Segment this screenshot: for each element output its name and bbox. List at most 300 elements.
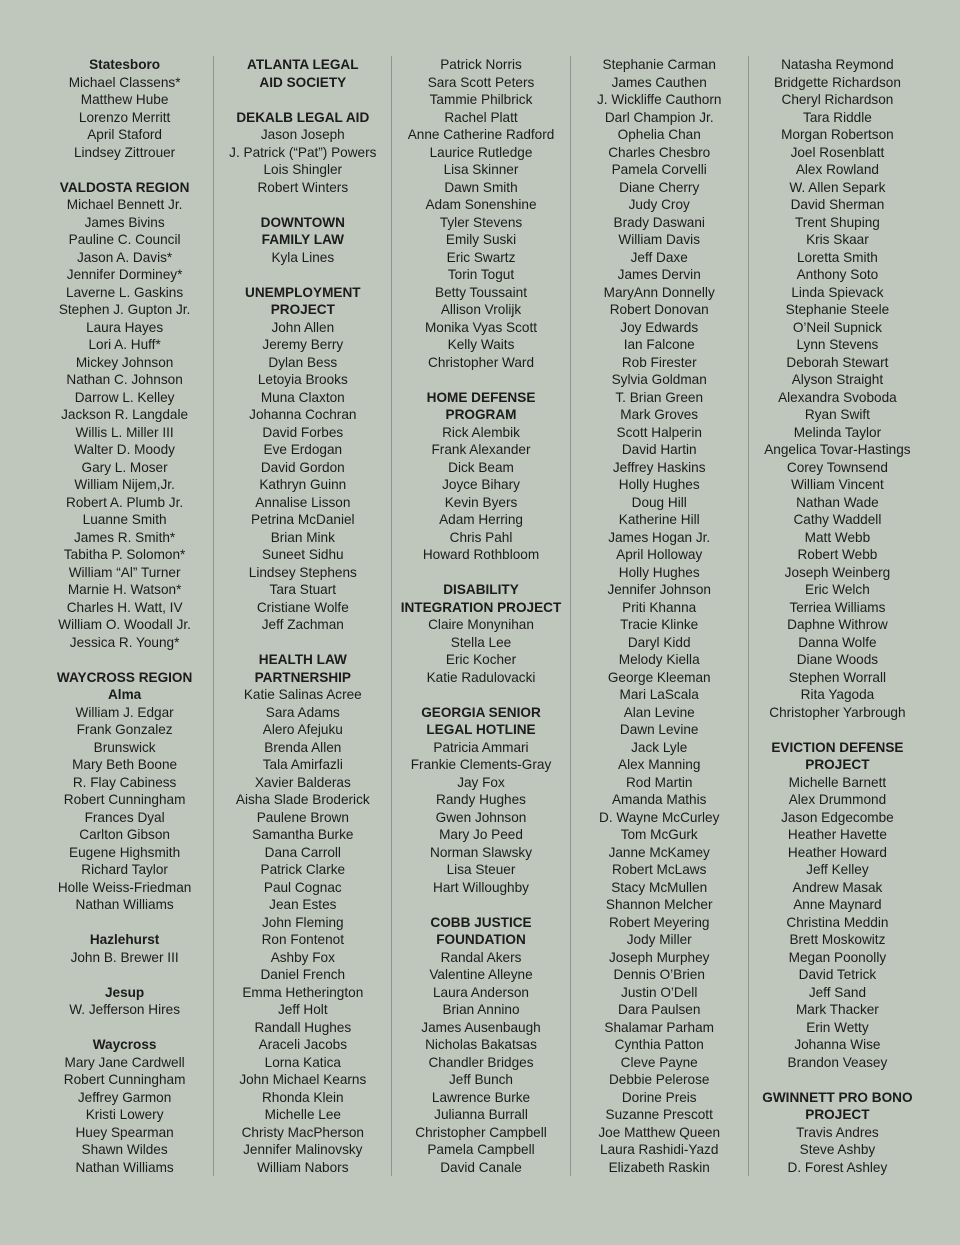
volunteer-name: Pamela Campbell (427, 1142, 535, 1157)
volunteer-name: Annalise Lisson (255, 494, 351, 510)
volunteer-name: Daryl Kidd (627, 634, 691, 650)
volunteer-name: Eve Erdogan (263, 442, 343, 457)
volunteer-name: Steve Ashby (799, 1142, 876, 1157)
volunteer-name: Kristi Lowery (85, 1107, 164, 1122)
section-spacer (214, 266, 391, 284)
volunteer-name: Brian Mink (270, 529, 335, 545)
volunteer-name: Laura Anderson (433, 984, 529, 1000)
volunteer-name: Corey Townsend (786, 459, 888, 475)
volunteer-name: Doug Hill (631, 494, 687, 510)
volunteer-name: Michelle Barnett (788, 774, 887, 790)
volunteer-name: Heather Havette (787, 827, 887, 842)
roster-column-5 (748, 56, 926, 1176)
volunteer-name: Dick Beam (448, 459, 514, 475)
volunteer-name: W. Jefferson Hires (69, 1002, 180, 1017)
section-spacer (36, 161, 213, 179)
volunteer-name: Lois Shingler (263, 162, 343, 177)
volunteer-name: Cleve Payne (620, 1054, 698, 1070)
section-heading: DEKALB LEGAL AID (236, 109, 370, 125)
section-heading: Waycross (92, 1037, 157, 1052)
volunteer-name: Eric Welch (805, 582, 870, 597)
volunteer-name: Holly Hughes (618, 564, 700, 580)
volunteer-name: William Davis (618, 232, 700, 247)
volunteer-name: MaryAnn Donnelly (603, 284, 715, 300)
volunteer-name: Shalamar Parham (604, 1019, 714, 1035)
volunteer-name: James Cauthen (611, 74, 707, 90)
section-spacer (392, 896, 569, 914)
volunteer-name: Dawn Levine (619, 722, 699, 737)
volunteer-name: April Holloway (616, 547, 703, 562)
section-heading: WAYCROSS REGION (56, 669, 193, 685)
volunteer-name: Joel Rosenblatt (790, 144, 885, 160)
section-spacer (214, 634, 391, 652)
roster-column-2 (213, 56, 391, 1176)
volunteer-name: Janne McKamey (608, 844, 710, 860)
volunteer-name: William O. Woodall Jr. (58, 617, 191, 632)
section-heading: PROJECT (270, 302, 335, 317)
volunteer-name: Diane Cherry (619, 179, 700, 195)
volunteer-name: Natasha Reymond (781, 57, 894, 72)
volunteer-name: Dennis O’Brien (613, 967, 705, 982)
volunteer-name: Dara Paulsen (618, 1002, 701, 1017)
volunteer-name: James Bivins (84, 214, 165, 230)
volunteer-name: Chris Pahl (449, 529, 513, 545)
volunteer-name: Jason A. Davis* (77, 249, 173, 265)
volunteer-name: Ophelia Chan (617, 127, 701, 142)
volunteer-name: David Hartin (621, 442, 697, 457)
volunteer-name: Willis L. Miller III (75, 424, 174, 440)
volunteer-name: Nathan Williams (75, 1159, 174, 1175)
volunteer-name: D. Forest Ashley (787, 1159, 888, 1175)
volunteer-name: Rachel Platt (444, 109, 518, 125)
volunteer-name: Dawn Smith (444, 179, 518, 195)
volunteer-name: Adam Herring (439, 512, 523, 527)
volunteer-name: Claire Monynihan (428, 617, 534, 632)
section-heading: UNEMPLOYMENT (245, 284, 361, 300)
volunteer-name: Angelica Tovar-Hastings (764, 442, 911, 457)
volunteer-name: Mary Jo Peed (439, 827, 523, 842)
volunteer-name: Julianna Burrall (434, 1107, 528, 1122)
volunteer-name: Randall Hughes (254, 1019, 352, 1035)
volunteer-name: Joy Edwards (620, 319, 699, 335)
volunteer-name: Stephen Worrall (788, 669, 887, 685)
volunteer-name: W. Allen Separk (789, 179, 886, 195)
volunteer-name: John Fleming (262, 914, 344, 930)
volunteer-name: Paul Cognac (263, 879, 342, 895)
section-spacer (392, 371, 569, 389)
volunteer-name: Nathan C. Johnson (66, 372, 183, 387)
volunteer-name: Torin Togut (447, 267, 515, 282)
volunteer-name: Aisha Slade Broderick (235, 792, 370, 807)
volunteer-name: Muna Claxton (260, 389, 345, 405)
volunteer-name: John Michael Kearns (239, 1072, 367, 1087)
volunteer-name: Katie Radulovacki (426, 669, 536, 685)
volunteer-name: Robert Webb (797, 547, 878, 562)
volunteer-name: Stephanie Carman (602, 57, 716, 72)
roster-column-4 (570, 56, 748, 1176)
volunteer-name: Bridgette Richardson (773, 74, 901, 90)
volunteer-name: Suneet Sidhu (261, 547, 344, 562)
volunteer-name: Rob Firester (621, 354, 697, 370)
volunteer-name: Robert Donovan (609, 302, 709, 317)
volunteer-name: Robert Cunningham (63, 1072, 186, 1087)
volunteer-name: Suzanne Prescott (605, 1107, 713, 1122)
volunteer-name: David Forbes (262, 424, 344, 440)
volunteer-name: Brett Moskowitz (789, 932, 886, 947)
volunteer-name: Pamela Corvelli (611, 162, 707, 177)
volunteer-name: Robert A. Plumb Jr. (66, 494, 184, 510)
section-heading: Alma (107, 687, 142, 702)
section-spacer (749, 721, 926, 739)
volunteer-name: William “Al” Turner (68, 564, 181, 580)
volunteer-name: James Dervin (617, 267, 701, 282)
volunteer-name: James R. Smith* (73, 529, 176, 545)
volunteer-name: Megan Poonolly (788, 949, 887, 965)
volunteer-name: Ian Falcone (623, 337, 695, 352)
volunteer-name: Jeff Zachman (261, 617, 344, 632)
volunteer-name: Paulene Brown (256, 809, 349, 825)
volunteer-name: Jennifer Johnson (607, 582, 711, 597)
volunteer-name: Charles H. Watt, IV (66, 599, 183, 615)
volunteer-name: Joyce Bihary (442, 477, 520, 492)
volunteer-name: Rod Martin (625, 774, 693, 790)
volunteer-name: Randy Hughes (436, 792, 526, 807)
volunteer-name: Pauline C. Council (68, 232, 181, 247)
volunteer-name: Letoyia Brooks (257, 372, 348, 387)
volunteer-name: Deborah Stewart (786, 354, 889, 370)
volunteer-name: William Vincent (791, 477, 884, 492)
volunteer-name: Christopher Yarbrough (769, 704, 906, 720)
volunteer-name: Tom McGurk (620, 827, 698, 842)
section-heading: DOWNTOWN (260, 214, 345, 230)
volunteer-name: James Hogan Jr. (608, 529, 711, 545)
volunteer-name: Laura Hayes (86, 319, 164, 335)
section-heading: Statesboro (89, 57, 161, 72)
volunteer-name: Andrew Masak (792, 879, 883, 895)
volunteer-name: Melody Kiella (618, 652, 700, 667)
section-heading: AID SOCIETY (259, 74, 347, 90)
volunteer-name: Alex Rowland (795, 162, 879, 177)
volunteer-name: John Allen (271, 319, 335, 335)
volunteer-name: Nathan Williams (75, 897, 174, 912)
volunteer-name: Walter D. Moody (74, 442, 175, 457)
volunteer-name: Betty Toussaint (435, 284, 527, 300)
volunteer-name: Norman Slawsky (430, 844, 532, 860)
volunteer-name: Araceli Jacobs (258, 1037, 347, 1052)
section-spacer (214, 196, 391, 214)
volunteer-name: Katherine Hill (618, 512, 700, 527)
volunteer-name: Frank Gonzalez (76, 722, 173, 737)
volunteer-name: Rita Yagoda (800, 687, 875, 702)
volunteer-name: Cynthia Patton (614, 1037, 704, 1052)
volunteer-name: Frankie Clements-Gray (410, 757, 552, 772)
volunteer-name: Shawn Wildes (81, 1142, 168, 1157)
volunteer-name: R. Flay Cabiness (72, 774, 177, 790)
volunteer-name: Katie Salinas Acree (243, 687, 362, 702)
volunteer-name: Nicholas Bakatsas (425, 1037, 537, 1052)
volunteer-name: J. Wickliffe Cauthorn (597, 92, 722, 107)
volunteer-name: Jeff Holt (277, 1002, 328, 1017)
section-spacer (36, 914, 213, 932)
section-heading: PROJECT (805, 1107, 870, 1122)
volunteer-name: Eugene Highsmith (69, 844, 181, 860)
section-heading: Jesup (104, 984, 145, 1000)
section-heading: PROJECT (805, 757, 870, 772)
volunteer-name: Ron Fontenot (261, 932, 344, 947)
volunteer-name: Laurice Rutledge (429, 144, 533, 160)
volunteer-name: Erin Wetty (806, 1019, 869, 1035)
volunteer-name: Brandon Veasey (787, 1054, 888, 1070)
volunteer-name: Jeffrey Haskins (612, 459, 706, 475)
volunteer-name: Tabitha P. Solomon* (63, 547, 186, 562)
volunteer-name: Kevin Byers (444, 494, 518, 510)
section-heading: GWINNETT PRO BONO (762, 1089, 913, 1105)
section-heading: ATLANTA LEGAL (247, 57, 359, 72)
volunteer-name: Kelly Waits (447, 337, 515, 352)
volunteer-name: Jeff Bunch (449, 1072, 513, 1087)
volunteer-name: O’Neil Supnick (792, 319, 882, 335)
volunteer-name: James Ausenbaugh (421, 1019, 541, 1035)
volunteer-name: Emma Hetherington (242, 984, 364, 1000)
volunteer-name: Sara Adams (265, 704, 340, 720)
volunteer-name: Jason Edgecombe (781, 809, 894, 825)
volunteer-name: Shannon Melcher (605, 897, 713, 912)
volunteer-name: Mark Groves (620, 407, 699, 422)
roster-column-3 (391, 56, 569, 1176)
volunteer-name: Michelle Lee (264, 1107, 341, 1122)
volunteer-name: Jeffrey Garmon (77, 1089, 172, 1105)
volunteer-name: Darrow L. Kelley (74, 389, 175, 405)
volunteer-name: David Gordon (260, 459, 345, 475)
section-heading: LEGAL HOTLINE (426, 722, 536, 737)
volunteer-name: Dylan Bess (268, 354, 338, 370)
section-heading: PROGRAM (445, 407, 517, 422)
volunteer-name: Huey Spearman (75, 1124, 174, 1140)
volunteer-name: Daphne Withrow (787, 617, 888, 632)
volunteer-name: Robert Meyering (608, 914, 710, 930)
volunteer-name: Dana Carroll (264, 844, 341, 860)
volunteer-name: Mark Thacker (795, 1002, 879, 1017)
volunteer-name: Jessica R. Young* (69, 634, 180, 650)
volunteer-name: Morgan Robertson (781, 127, 894, 142)
volunteer-name: Ryan Swift (804, 407, 870, 422)
volunteer-name: Patrick Clarke (260, 862, 346, 877)
volunteer-name: Marnie H. Watson* (67, 582, 182, 597)
volunteer-name: David Tetrick (798, 967, 877, 982)
volunteer-name: Anne Maynard (793, 897, 882, 912)
section-heading: HEALTH LAW (258, 652, 347, 667)
volunteer-name: Mari LaScala (619, 687, 699, 702)
volunteer-name: Gwen Johnson (435, 809, 527, 825)
volunteer-name: Patrick Norris (440, 57, 522, 72)
volunteer-name: Nathan Wade (796, 494, 879, 510)
volunteer-name: Frank Alexander (431, 442, 531, 457)
volunteer-name: Jason Joseph (260, 127, 345, 142)
volunteer-name: Tara Riddle (803, 109, 872, 125)
volunteer-name: Terriea Williams (789, 599, 886, 615)
volunteer-name: Randal Akers (440, 949, 522, 965)
volunteer-name: Travis Andres (796, 1124, 879, 1140)
volunteer-name: Johanna Cochran (249, 407, 357, 422)
volunteer-name: Jeremy Berry (262, 337, 344, 352)
volunteer-name: Linda Spievack (791, 284, 884, 300)
volunteer-name: Ashby Fox (270, 949, 335, 965)
volunteer-name: Christina Meddin (786, 914, 889, 930)
section-heading: PARTNERSHIP (254, 669, 352, 685)
volunteer-name: Joseph Weinberg (784, 564, 891, 580)
volunteer-name: Jeff Kelley (806, 862, 869, 877)
volunteer-name: Tala Amirfazli (262, 757, 343, 772)
volunteer-name: Rick Alembik (442, 424, 520, 440)
volunteer-name: Amanda Mathis (611, 792, 707, 807)
volunteer-name: Eric Swartz (446, 249, 516, 265)
volunteer-name: Justin O’Dell (621, 984, 698, 1000)
volunteer-name: Michael Bennett Jr. (66, 197, 183, 212)
volunteer-name: Judy Croy (628, 197, 690, 212)
volunteer-name: Alero Afejuku (262, 722, 343, 737)
volunteer-name: Charles Chesbro (608, 144, 711, 160)
volunteer-name: Matt Webb (804, 529, 871, 545)
section-heading: EVICTION DEFENSE (771, 739, 904, 755)
volunteer-name: Patricia Ammari (433, 739, 529, 755)
volunteer-name: Tara Stuart (269, 582, 337, 597)
volunteer-name: Jody Miller (626, 932, 692, 947)
volunteer-name: Robert Cunningham (63, 792, 186, 807)
volunteer-name: Jean Estes (269, 897, 337, 912)
volunteer-name: Gary L. Moser (81, 459, 168, 475)
volunteer-name: Jackson R. Langdale (61, 407, 189, 422)
volunteer-name: Alan Levine (623, 704, 695, 720)
volunteer-name: Holly Hughes (618, 477, 700, 492)
section-spacer (36, 651, 213, 669)
volunteer-name: Jeff Daxe (630, 249, 688, 265)
roster-columns (0, 56, 960, 1176)
volunteer-name: Adam Sonenshine (425, 197, 537, 212)
section-heading: DISABILITY (443, 582, 519, 597)
volunteer-name: Monika Vyas Scott (424, 319, 538, 335)
volunteer-name: Sylvia Goldman (611, 372, 707, 387)
volunteer-name: Daniel French (260, 967, 346, 982)
volunteer-name: Mickey Johnson (75, 354, 174, 370)
volunteer-name: Alyson Straight (791, 372, 884, 387)
volunteer-name: Lindsey Stephens (248, 564, 357, 580)
volunteer-name: Samantha Burke (252, 827, 354, 842)
volunteer-name: Jeff Sand (808, 984, 867, 1000)
volunteer-name: Alex Drummond (788, 792, 887, 807)
volunteer-name: Jennifer Dorminey* (66, 267, 183, 282)
volunteer-name: Lorenzo Merritt (78, 109, 171, 125)
volunteer-name: Kathryn Guinn (259, 477, 347, 492)
volunteer-name: Rhonda Klein (261, 1089, 344, 1105)
volunteer-name: Petrina McDaniel (251, 512, 355, 527)
volunteer-name: William Nabors (257, 1159, 349, 1175)
volunteer-name: Xavier Balderas (254, 774, 351, 790)
volunteer-name: Michael Classens* (68, 74, 181, 90)
volunteer-name: Lorna Katica (264, 1054, 341, 1070)
volunteer-name: Danna Wolfe (798, 634, 877, 650)
volunteer-name: Brian Annino (442, 1002, 520, 1017)
volunteer-name: Alex Manning (618, 757, 701, 772)
volunteer-name: J. Patrick (“Pat”) Powers (229, 144, 377, 160)
volunteer-name: Cristiane Wolfe (256, 599, 349, 615)
volunteer-name: Lawrence Burke (431, 1089, 531, 1105)
volunteer-name: Brenda Allen (264, 739, 342, 755)
volunteer-name: Brunswick (93, 739, 156, 755)
volunteer-name: Johanna Wise (794, 1037, 881, 1052)
volunteer-name: Christopher Ward (428, 354, 535, 370)
volunteer-name: Stacy McMullen (611, 879, 708, 895)
volunteer-name: Tracie Klinke (620, 617, 699, 632)
section-spacer (36, 966, 213, 984)
volunteer-name: Jennifer Malinovsky (243, 1142, 363, 1157)
volunteer-name: Joe Matthew Queen (598, 1124, 721, 1140)
volunteer-name: Emily Suski (445, 232, 517, 247)
volunteer-name: Valentine Alleyne (429, 967, 533, 982)
volunteer-name: Richard Taylor (81, 862, 168, 877)
section-heading: GEORGIA SENIOR (421, 704, 541, 720)
volunteer-name: Stephanie Steele (785, 302, 890, 317)
volunteer-name: Lynn Stevens (796, 337, 879, 352)
volunteer-name: Cheryl Richardson (781, 92, 894, 107)
volunteer-name: Debbie Pelerose (608, 1072, 710, 1087)
volunteer-name: Lindsey Zittrouer (73, 144, 176, 160)
section-heading: VALDOSTA REGION (59, 179, 190, 195)
volunteer-name: Scott Halperin (616, 424, 702, 440)
section-heading: HOME DEFENSE (426, 389, 536, 405)
section-heading: COBB JUSTICE (430, 914, 532, 930)
volunteer-name: David Canale (440, 1159, 522, 1175)
volunteer-name: April Staford (87, 127, 162, 142)
volunteer-name: Diane Woods (796, 652, 879, 667)
volunteer-name: Darl Champion Jr. (604, 109, 714, 125)
volunteer-name: Stephen J. Gupton Jr. (58, 302, 191, 317)
volunteer-name: Mary Jane Cardwell (64, 1054, 185, 1070)
volunteer-name: Lori A. Huff* (88, 337, 161, 352)
volunteer-name: Loretta Smith (796, 249, 878, 265)
volunteer-name: Lisa Steuer (446, 862, 516, 877)
volunteer-name: Christopher Campbell (415, 1124, 547, 1140)
volunteer-name: T. Brian Green (615, 389, 704, 405)
volunteer-name: Chandler Bridges (428, 1054, 534, 1070)
volunteer-name: Cathy Waddell (793, 512, 882, 527)
volunteer-name: Christy MacPherson (241, 1124, 364, 1140)
volunteer-name: Stella Lee (450, 634, 512, 650)
volunteer-name: Allison Vrolijk (440, 302, 522, 317)
volunteer-name: William Nijem,Jr. (74, 477, 175, 492)
volunteer-name: Anne Catherine Radford (407, 127, 555, 142)
volunteer-name: Eric Kocher (445, 652, 517, 667)
volunteer-name: John B. Brewer III (70, 949, 179, 965)
volunteer-name: Tyler Stevens (439, 214, 523, 230)
volunteer-name: Kyla Lines (271, 249, 335, 265)
roster-column-1 (36, 56, 213, 1176)
volunteer-name: D. Wayne McCurley (599, 809, 720, 825)
volunteer-name: Tammie Philbrick (429, 92, 533, 107)
volunteer-name: Frances Dyal (84, 809, 165, 825)
volunteer-name: Howard Rothbloom (422, 547, 540, 562)
volunteer-name: Robert Winters (257, 179, 349, 195)
section-spacer (749, 1071, 926, 1089)
volunteer-name: Heather Howard (787, 844, 887, 860)
volunteer-name: Trent Shuping (794, 214, 880, 230)
volunteer-name: Mary Beth Boone (72, 757, 178, 772)
volunteer-name: George Kleeman (607, 669, 711, 685)
volunteer-name: William J. Edgar (75, 704, 174, 720)
section-spacer (392, 686, 569, 704)
volunteer-name: Melinda Taylor (793, 424, 882, 440)
volunteer-name: Alexandra Svoboda (778, 389, 897, 405)
volunteer-name: Holle Weiss-Friedman (57, 879, 192, 895)
